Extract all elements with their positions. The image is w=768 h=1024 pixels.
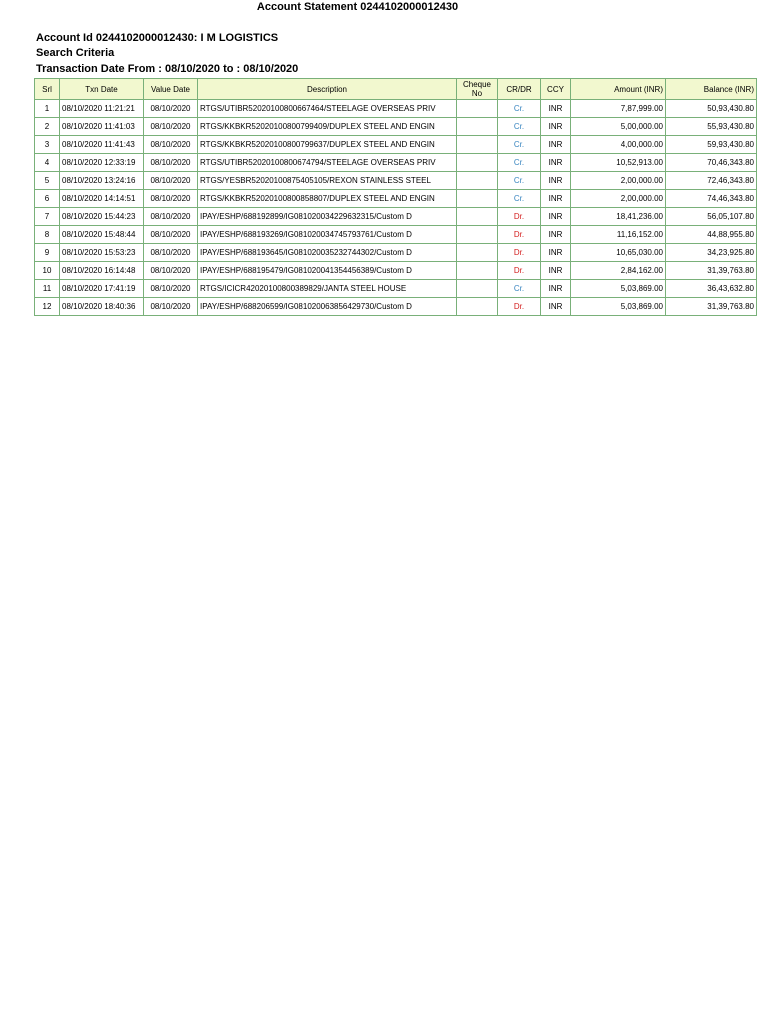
col-cheque-no: Cheque No	[457, 79, 498, 100]
row-txn-date: 08/10/2020 16:14:48	[60, 262, 144, 280]
row-crdr: Cr.	[498, 136, 541, 154]
row-balance: 55,93,430.80	[666, 118, 757, 136]
row-txn-date: 08/10/2020 11:41:43	[60, 136, 144, 154]
row-crdr: Cr.	[498, 154, 541, 172]
row-value-date: 08/10/2020	[144, 208, 198, 226]
row-cheque-no	[457, 244, 498, 262]
row-txn-date: 08/10/2020 18:40:36	[60, 298, 144, 316]
row-txn-date: 08/10/2020 14:14:51	[60, 190, 144, 208]
row-value-date: 08/10/2020	[144, 190, 198, 208]
row-txn-date: 08/10/2020 11:21:21	[60, 100, 144, 118]
row-cheque-no	[457, 298, 498, 316]
row-value-date: 08/10/2020	[144, 226, 198, 244]
row-value-date: 08/10/2020	[144, 298, 198, 316]
row-ccy: INR	[541, 100, 571, 118]
row-crdr: Cr.	[498, 100, 541, 118]
row-srl: 6	[35, 190, 60, 208]
row-balance: 31,39,763.80	[666, 262, 757, 280]
table-row	[35, 190, 757, 208]
row-crdr: Cr.	[498, 190, 541, 208]
row-description: RTGS/YESBR52020100875405105/REXON STAINLESS STEEL	[198, 172, 457, 190]
row-amount: 2,00,000.00	[571, 172, 666, 190]
row-ccy: INR	[541, 262, 571, 280]
row-srl: 11	[35, 280, 60, 298]
row-ccy: INR	[541, 298, 571, 316]
row-crdr: Dr.	[498, 244, 541, 262]
row-srl: 10	[35, 262, 60, 280]
row-value-date: 08/10/2020	[144, 172, 198, 190]
account-line: Account Id 0244102000012430: I M LOGISTICS	[36, 32, 279, 44]
row-srl: 7	[35, 208, 60, 226]
col-value-date: Value Date	[144, 79, 198, 100]
table-row	[35, 280, 757, 298]
row-description: IPAY/ESHP/688192899/IG081020034229632315/Custom D	[198, 208, 457, 226]
page-title: Account Statement 0244102000012430	[256, 1, 459, 13]
row-balance: 59,93,430.80	[666, 136, 757, 154]
row-srl: 3	[35, 136, 60, 154]
row-ccy: INR	[541, 208, 571, 226]
row-value-date: 08/10/2020	[144, 154, 198, 172]
row-txn-date: 08/10/2020 15:53:23	[60, 244, 144, 262]
row-ccy: INR	[541, 280, 571, 298]
row-srl: 4	[35, 154, 60, 172]
row-crdr: Cr.	[498, 280, 541, 298]
table-row	[35, 154, 757, 172]
row-cheque-no	[457, 118, 498, 136]
row-crdr: Dr.	[498, 226, 541, 244]
row-description: RTGS/KKBKR52020100800858807/DUPLEX STEEL AND ENGIN	[198, 190, 457, 208]
search-criteria-label: Search Criteria	[36, 47, 115, 59]
row-description: RTGS/UTIBR52020100800674794/STEELAGE OVERSEAS PRIV	[198, 154, 457, 172]
row-description: RTGS/UTIBR52020100800667464/STEELAGE OVERSEAS PRIV	[198, 100, 457, 118]
row-value-date: 08/10/2020	[144, 280, 198, 298]
row-balance: 34,23,925.80	[666, 244, 757, 262]
row-cheque-no	[457, 280, 498, 298]
row-srl: 9	[35, 244, 60, 262]
row-amount: 5,03,869.00	[571, 280, 666, 298]
row-amount: 11,16,152.00	[571, 226, 666, 244]
row-amount: 10,65,030.00	[571, 244, 666, 262]
table-row	[35, 118, 757, 136]
row-srl: 1	[35, 100, 60, 118]
table-row	[35, 244, 757, 262]
table-row	[35, 298, 757, 316]
row-ccy: INR	[541, 154, 571, 172]
row-ccy: INR	[541, 190, 571, 208]
row-value-date: 08/10/2020	[144, 118, 198, 136]
row-ccy: INR	[541, 118, 571, 136]
row-description: RTGS/KKBKR52020100800799637/DUPLEX STEEL AND ENGIN	[198, 136, 457, 154]
row-description: IPAY/ESHP/688193269/IG081020034745793761/Custom D	[198, 226, 457, 244]
row-cheque-no	[457, 190, 498, 208]
row-srl: 5	[35, 172, 60, 190]
table-row	[35, 208, 757, 226]
table-row	[35, 136, 757, 154]
row-srl: 8	[35, 226, 60, 244]
row-srl: 12	[35, 298, 60, 316]
row-cheque-no	[457, 172, 498, 190]
col-amount: Amount (INR)	[571, 79, 666, 100]
col-txn-date: Txn Date	[60, 79, 144, 100]
row-balance: 70,46,343.80	[666, 154, 757, 172]
row-amount: 5,00,000.00	[571, 118, 666, 136]
table-row	[35, 226, 757, 244]
row-value-date: 08/10/2020	[144, 136, 198, 154]
row-cheque-no	[457, 262, 498, 280]
row-value-date: 08/10/2020	[144, 262, 198, 280]
col-srl: Srl	[35, 79, 60, 100]
row-txn-date: 08/10/2020 17:41:19	[60, 280, 144, 298]
row-crdr: Dr.	[498, 262, 541, 280]
table-row	[35, 100, 757, 118]
row-description: IPAY/ESHP/688195479/IG081020041354456389/Custom D	[198, 262, 457, 280]
row-cheque-no	[457, 136, 498, 154]
date-range: Transaction Date From : 08/10/2020 to : 08/10/2020	[36, 63, 299, 75]
row-value-date: 08/10/2020	[144, 100, 198, 118]
row-amount: 2,00,000.00	[571, 190, 666, 208]
row-description: RTGS/KKBKR52020100800799409/DUPLEX STEEL AND ENGIN	[198, 118, 457, 136]
row-srl: 2	[35, 118, 60, 136]
row-crdr: Dr.	[498, 208, 541, 226]
row-txn-date: 08/10/2020 12:33:19	[60, 154, 144, 172]
row-balance: 74,46,343.80	[666, 190, 757, 208]
row-ccy: INR	[541, 226, 571, 244]
row-description: IPAY/ESHP/688193645/IG081020035232744302/Custom D	[198, 244, 457, 262]
row-cheque-no	[457, 154, 498, 172]
row-txn-date: 08/10/2020 11:41:03	[60, 118, 144, 136]
row-cheque-no	[457, 208, 498, 226]
row-txn-date: 08/10/2020 13:24:16	[60, 172, 144, 190]
row-ccy: INR	[541, 172, 571, 190]
row-amount: 10,52,913.00	[571, 154, 666, 172]
row-amount: 5,03,869.00	[571, 298, 666, 316]
row-balance: 56,05,107.80	[666, 208, 757, 226]
row-txn-date: 08/10/2020 15:48:44	[60, 226, 144, 244]
row-crdr: Dr.	[498, 298, 541, 316]
row-balance: 44,88,955.80	[666, 226, 757, 244]
row-txn-date: 08/10/2020 15:44:23	[60, 208, 144, 226]
row-amount: 18,41,236.00	[571, 208, 666, 226]
table-row	[35, 262, 757, 280]
row-balance: 50,93,430.80	[666, 100, 757, 118]
statement-table	[34, 78, 757, 316]
row-balance: 31,39,763.80	[666, 298, 757, 316]
row-description: IPAY/ESHP/688206599/IG081020063856429730/Custom D	[198, 298, 457, 316]
col-ccy: CCY	[541, 79, 571, 100]
row-description: RTGS/ICICR42020100800389829/JANTA STEEL HOUSE	[198, 280, 457, 298]
row-value-date: 08/10/2020	[144, 244, 198, 262]
row-ccy: INR	[541, 136, 571, 154]
row-balance: 72,46,343.80	[666, 172, 757, 190]
row-cheque-no	[457, 100, 498, 118]
col-crdr: CR/DR	[498, 79, 541, 100]
row-amount: 4,00,000.00	[571, 136, 666, 154]
row-ccy: INR	[541, 244, 571, 262]
row-crdr: Cr.	[498, 172, 541, 190]
row-amount: 7,87,999.00	[571, 100, 666, 118]
row-crdr: Cr.	[498, 118, 541, 136]
row-balance: 36,43,632.80	[666, 280, 757, 298]
col-description: Description	[198, 79, 457, 100]
row-cheque-no	[457, 226, 498, 244]
table-row	[35, 172, 757, 190]
col-balance: Balance (INR)	[666, 79, 757, 100]
table-header-row	[35, 79, 757, 100]
row-amount: 2,84,162.00	[571, 262, 666, 280]
